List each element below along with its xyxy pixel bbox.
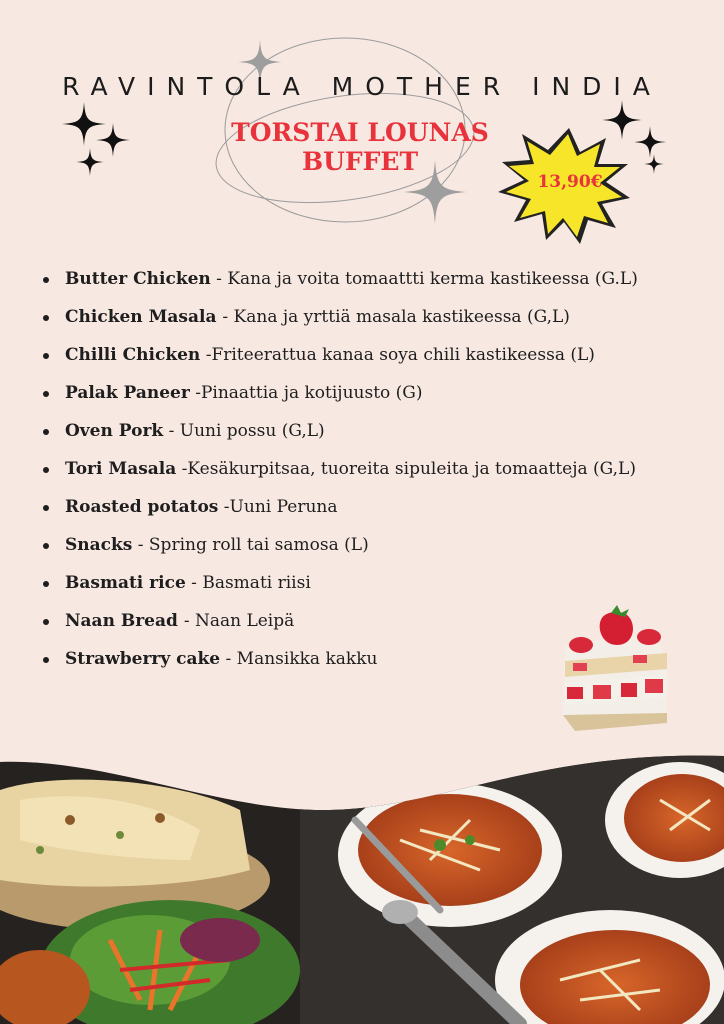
menu-item-name: Roasted potatos bbox=[65, 497, 219, 517]
buffet-title-line2: BUFFET bbox=[301, 147, 419, 176]
menu-item-desc: - Mansikka kakku bbox=[220, 649, 378, 669]
price-label: 13,90€ bbox=[537, 172, 603, 192]
menu-item-name: Tori Masala bbox=[65, 459, 177, 479]
menu-item-name: Strawberry cake bbox=[65, 649, 221, 669]
menu-item-name: Naan Bread bbox=[65, 611, 184, 631]
menu-item bbox=[36, 308, 676, 327]
menu-item bbox=[36, 270, 676, 289]
menu-item-name: Basmati rice bbox=[65, 573, 186, 593]
menu-item bbox=[36, 384, 676, 403]
buffet-title-line1: TORSTAI LOUNAS bbox=[231, 118, 489, 147]
menu-item bbox=[36, 498, 676, 517]
menu-item bbox=[36, 422, 676, 441]
menu-item bbox=[36, 460, 676, 479]
menu-item-desc: - Kana ja voita tomaattti kerma kastikeessa (G.L) bbox=[210, 269, 638, 289]
menu-item-desc: -Friteerattua kanaa soya chili kastikeessa (L) bbox=[200, 345, 595, 365]
menu-item bbox=[36, 574, 676, 593]
restaurant-name: RAVINTOLA MOTHER INDIA bbox=[62, 72, 662, 101]
menu-item-desc: -Pinaattia ja kotijuusto (G) bbox=[189, 383, 423, 403]
menu-item bbox=[36, 536, 676, 555]
menu-item-name: Chicken Masala bbox=[65, 307, 223, 327]
menu-item-name: Snacks bbox=[65, 535, 133, 555]
buffet-title bbox=[205, 118, 515, 176]
cake-photo bbox=[555, 605, 675, 735]
menu-item-desc: - Basmati riisi bbox=[185, 573, 311, 593]
menu-item-desc: -Uuni Peruna bbox=[218, 497, 338, 517]
menu-item-name: Butter Chicken bbox=[65, 269, 211, 289]
menu-item bbox=[36, 346, 676, 365]
menu-item-desc: - Spring roll tai samosa (L) bbox=[132, 535, 369, 555]
menu-item-name: Palak Paneer bbox=[65, 383, 190, 403]
menu-item-desc: - Uuni possu (G,L) bbox=[163, 421, 325, 441]
menu-item-desc: - Naan Leipä bbox=[183, 611, 295, 631]
food-photo bbox=[0, 740, 724, 1024]
menu-item-name: Oven Pork bbox=[65, 421, 164, 441]
menu-item-desc: - Kana ja yrttiä masala kastikeessa (G,L) bbox=[222, 307, 570, 327]
menu-item-name: Chilli Chicken bbox=[65, 345, 201, 365]
menu-item-desc: -Kesäkurpitsaa, tuoreita sipuleita ja tomaatteja (G,L) bbox=[176, 459, 636, 479]
